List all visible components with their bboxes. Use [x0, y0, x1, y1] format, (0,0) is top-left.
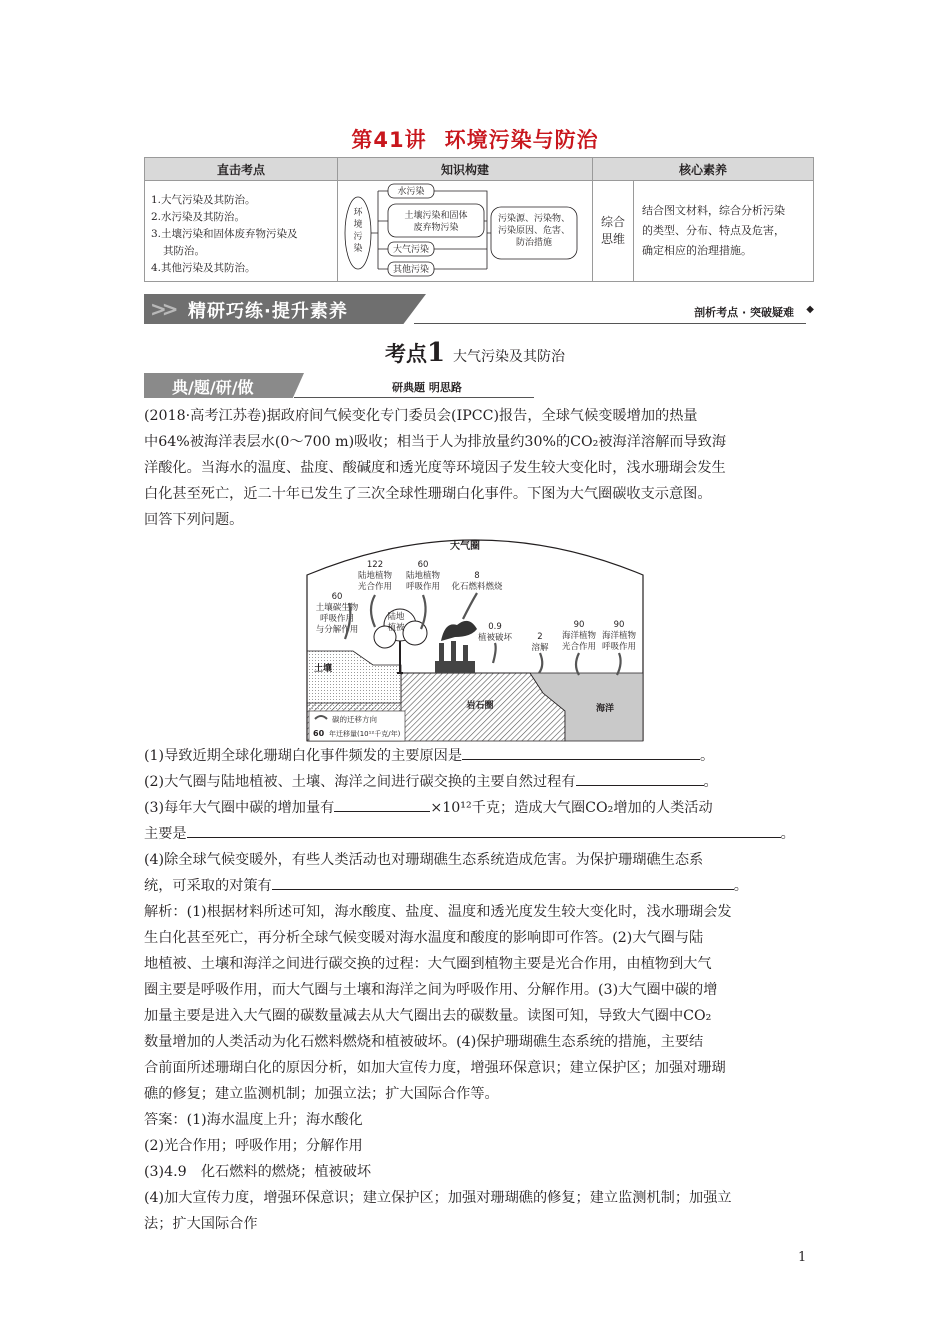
answers: [144, 1107, 814, 1237]
analysis-line: 圈主要是呼吸作用，而大气圈与土壤和海洋之间为呼吸作用、分解作用。(3)大气圈中碳的增: [144, 982, 718, 998]
flow-label: 化石燃料燃烧: [451, 582, 503, 592]
sub-banner-rule: [294, 397, 534, 398]
soil-label: 土壤: [313, 664, 333, 674]
question-4-cont: [144, 873, 814, 899]
vegetation-label: 植被: [387, 623, 405, 633]
flow-label: 土壤碳生物: [315, 603, 359, 613]
flow-value: 60: [417, 560, 429, 570]
legend-value-sample: 60: [313, 729, 325, 738]
flow-label: 海洋植物: [601, 631, 637, 641]
flow-label: 光合作用: [561, 642, 597, 652]
question-text: (1)导致近期全球化珊瑚白化事件频发的主要原因是: [144, 748, 463, 764]
answer-line: (2)光合作用；呼吸作用；分解作用: [144, 1138, 363, 1154]
lecture-title: [0, 124, 950, 154]
exam-point: 3.土壤污染和固体废弃物污染及: [151, 227, 298, 240]
kaodian-label: 考点: [384, 342, 427, 366]
period: 。: [733, 878, 748, 894]
question-text: (2)大气圈与陆地植被、土壤、海洋之间进行碳交换的主要自然过程有: [144, 774, 576, 790]
question-1: [144, 743, 814, 769]
flow-value: 0.9: [488, 622, 502, 632]
question-2: [144, 769, 814, 795]
answer-blank[interactable]: [272, 873, 734, 890]
answer-blank[interactable]: [334, 795, 430, 812]
overview-header-knowledge: 知识构建: [338, 158, 593, 181]
kaodian-heading: [0, 338, 950, 368]
flow-value: 60: [331, 592, 343, 602]
type-soil-line2: 废弃物污染: [413, 223, 459, 233]
flow-label: 陆地植物: [405, 571, 441, 581]
knowledge-diagram: [338, 181, 590, 281]
banner-title: 精研巧练·提升素养: [188, 301, 348, 322]
lecture-number: 第41讲: [351, 128, 427, 152]
analysis-line: 数量增加的人类活动为化石燃料燃烧和植被破坏。(4)保护珊瑚礁生态系统的措施，主要结: [144, 1034, 704, 1050]
sub-banner-subtitle: 研典题 明思路: [392, 381, 462, 394]
flow-label: 植被破坏: [477, 633, 513, 643]
intro-line: 白化甚至死亡，近二十年已发生了三次全球性珊瑚白化事件。下图为大气圈碳收支示意图。: [144, 486, 712, 502]
flow-label: 呼吸作用: [601, 642, 637, 652]
lithosphere-label: 岩石圈: [466, 701, 494, 711]
exam-point-continued: 其防治。: [163, 244, 205, 257]
flow-value: 90: [613, 620, 625, 630]
period: 。: [700, 748, 715, 764]
analysis-line: 合前面所述珊瑚白化的原因分析，如加大宣传力度，增强环保意识；建立保护区；加强对珊瑚: [144, 1060, 726, 1076]
result-line2: 污染原因、危害、: [497, 226, 571, 236]
atmosphere-label: 大气圈: [450, 541, 480, 552]
flow-value: 8: [474, 571, 480, 581]
exam-point: 2.水污染及其防治。: [151, 210, 246, 223]
core-text-line: 确定相应的治理措施。: [642, 244, 752, 257]
kaodian-title: 大气污染及其防治: [453, 349, 566, 365]
knowledge-cell: [338, 181, 593, 282]
flow-value: 2: [537, 632, 543, 642]
answer-line: (3)4.9 化石燃料的燃烧；植被破坏: [144, 1164, 372, 1180]
intro-line: 洋酸化。当海水的温度、盐度、酸碱度和透光度等环境因子发生较大变化时，浅水珊瑚会发生: [144, 460, 726, 476]
period: 。: [703, 774, 718, 790]
section-banner: [144, 294, 814, 326]
analysis-line: 加量主要是进入大气圈的碳数量减去从大气圈出去的碳数量。读图可知，导致大气圈中CO₂: [144, 1008, 712, 1024]
answer-line: 法；扩大国际合作: [144, 1216, 258, 1232]
legend-value-desc: 年迁移量(10¹²千克/年): [329, 730, 401, 738]
flow-value: 90: [573, 620, 585, 630]
answer-blank[interactable]: [187, 821, 781, 838]
banner-subtitle: 剖析考点 · 突破疑难: [694, 306, 794, 319]
flow-label: 海洋植物: [561, 631, 597, 641]
diamond-icon: ◆: [806, 304, 814, 315]
flow-label: 与分解作用: [315, 625, 359, 635]
type-soil-line1: 土壤污染和固体: [404, 211, 468, 221]
flow-label: 呼吸作用: [405, 582, 441, 592]
center-label-4: 染: [353, 244, 363, 254]
center-label-1: 环: [353, 208, 363, 218]
flow-label: 呼吸作用: [319, 614, 355, 624]
core-text-line: 结合图文材料，综合分析污染: [642, 204, 785, 217]
center-label-3: 污: [353, 232, 363, 242]
question-4: [144, 847, 814, 873]
intro-line: (2018·高考江苏卷)据政府间气候变化专门委员会(IPCC)报告，全球气候变暖增加的热量: [144, 408, 698, 424]
ocean-label: 海洋: [595, 704, 615, 714]
exam-point: 1.大气污染及其防治。: [151, 193, 256, 206]
overview-body-row: [145, 181, 814, 282]
intro-line: 中64%被海洋表层水(0～700 m)吸收；相当于人为排放量约30%的CO₂被海洋溶解而导致海: [144, 434, 727, 450]
overview-header-core: 核心素养: [593, 158, 814, 181]
analysis: [144, 899, 814, 1107]
question-3: [144, 795, 814, 821]
flow-label: 溶解: [531, 643, 549, 653]
question-text: (3)每年大气圈中碳的增加量有: [144, 800, 335, 816]
exam-points-cell: [145, 181, 338, 282]
figure-legend: [309, 711, 405, 741]
period: 。: [780, 826, 795, 842]
type-air: 大气污染: [392, 245, 430, 255]
intro-line: 回答下列问题。: [144, 512, 244, 528]
exam-points-list: [145, 186, 337, 277]
core-label-cell: 综合 思维: [593, 181, 634, 282]
answer-blank[interactable]: [576, 769, 704, 786]
analysis-line: 礁的修复；建立监测机制；加强立法；扩大国际合作等。: [144, 1086, 499, 1102]
overview-header-row: [145, 158, 814, 181]
legend-arrow-label: 碳的迁移方向: [332, 715, 377, 724]
result-line1: 污染源、污染物、: [497, 214, 571, 224]
core-text-cell: [634, 181, 814, 282]
overview-table: [144, 157, 814, 282]
center-label-2: 境: [353, 220, 363, 230]
core-text: [634, 201, 813, 261]
banner-rule: [414, 323, 806, 324]
question-intro: [144, 403, 810, 533]
question-text: 主要是: [144, 826, 187, 842]
carbon-budget-figure: [305, 533, 645, 743]
sub-banner-title: 典/题/研/做: [172, 378, 254, 397]
question-text: 统，可采取的对策有: [144, 878, 272, 894]
analysis-line: 生白化甚至死亡，再分析全球气候变暖对海水温度和酸度的影响即可作答。(2)大气圈与陆: [144, 930, 704, 946]
answer-line: 答案：(1)海水温度上升；海水酸化: [144, 1112, 363, 1128]
flow-value: 122: [366, 560, 384, 570]
core-text-line: 的类型、分布、特点及危害，: [642, 224, 785, 237]
page-number: 1: [798, 1250, 807, 1265]
lecture-topic: 环境污染与防治: [444, 128, 599, 152]
result-line3: 防治措施: [515, 238, 553, 248]
analysis-line: 地植被、土壤和海洋之间进行碳交换的过程：大气圈到植物主要是光合作用，由植物到大气: [144, 956, 712, 972]
exam-point: 4.其他污染及其防治。: [151, 261, 256, 274]
analysis-line: 解析：(1)根据材料所述可知，海水酸度、盐度、温度和透光度发生较大变化时，浅水珊瑚会发: [144, 904, 732, 920]
answer-blank[interactable]: [462, 743, 700, 760]
type-water: 水污染: [397, 187, 425, 197]
sub-banner: [144, 373, 534, 399]
chevron-icon: >>: [150, 297, 174, 321]
kaodian-number: 1: [426, 338, 446, 368]
answer-line: (4)加大宣传力度，增强环保意识；建立保护区；加强对珊瑚礁的修复；建立监测机制；加强立: [144, 1190, 732, 1206]
question-text: (4)除全球气候变暖外，有些人类活动也对珊瑚礁生态系统造成危害。为保护珊瑚礁生态系: [144, 852, 704, 868]
overview-header-exam-points: 直击考点: [145, 158, 338, 181]
question-3-cont: [144, 821, 814, 847]
vegetation-label: 陆地: [387, 612, 405, 622]
flow-label: 光合作用: [357, 582, 393, 592]
type-other: 其他污染: [392, 265, 430, 275]
question-text: ×10¹²千克；造成大气圈CO₂增加的人类活动: [430, 800, 713, 816]
flow-label: 陆地植物: [357, 571, 393, 581]
